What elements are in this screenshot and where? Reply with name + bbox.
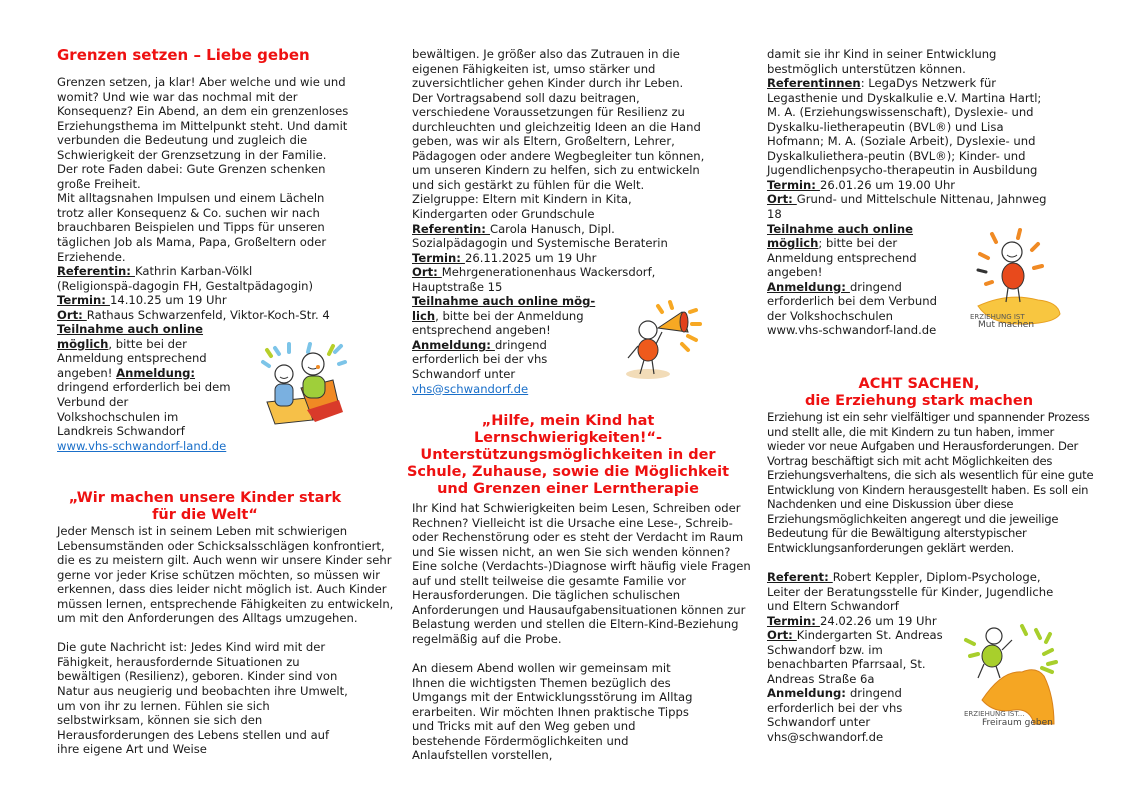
- ort-value: 18: [767, 207, 782, 222]
- termin-label: Termin:: [412, 250, 465, 265]
- ort-label: Ort:: [767, 628, 797, 643]
- text-line: Erziehungsmöglichkeiten angeregt und die jeweilige: [767, 511, 1059, 526]
- text-line: Grenzen setzen, ja klar! Aber welche und wie und: [57, 75, 346, 89]
- text-line: Belastung werden und stellen die Eltern-Kind-Beziehung: [412, 617, 739, 632]
- referentinnen-text: Dyskalkuliethera-peutin (BVL®); Kinder- und: [767, 148, 1026, 163]
- text-line: damit sie ihr Kind in seiner Entwicklung: [767, 47, 997, 61]
- referentinnen-line: [767, 76, 1087, 91]
- anmeldung-text: erforderlich bei dem Verbund: [767, 294, 937, 309]
- text-line: müssen lernen, entsprechende Fähigkeiten zu entwickeln,: [57, 596, 394, 611]
- heading-lernschwierigkeiten-cont: und Grenzen einer Lerntherapie: [437, 481, 699, 497]
- referentin-label: Referentin:: [412, 221, 490, 236]
- heading-lernschwierigkeiten-cont: Schule, Zuhause, sowie die Möglichkeit: [406, 464, 730, 480]
- text-line: Jeder Mensch ist in seinem Leben mit schwierigen: [57, 524, 348, 538]
- zielgruppe-line: Zielgruppe: Eltern mit Kindern in Kita,: [412, 192, 632, 207]
- anmeldung-text: Schwandorf unter: [412, 367, 516, 382]
- heading-kinder-stark: „Wir machen unsere Kinder stark: [68, 490, 342, 506]
- text-line: und stellt alle, die mit Kindern zu tun haben, immer: [767, 424, 1055, 439]
- text-line: Anlaufstellen vorstellen,: [412, 748, 553, 763]
- heading-kinder-stark-cont: für die Welt“: [152, 507, 258, 523]
- anmeldung-label: Anmeldung:: [412, 337, 495, 352]
- text-line: um unseren Kindern zu helfen, sich zu entwickeln: [412, 163, 700, 178]
- ort-value: Mehrgenerationenhaus Wackersdorf,: [441, 265, 656, 280]
- termin-line: [767, 178, 1087, 193]
- megaphone-icon: [620, 298, 705, 380]
- text-line: Pädagogen oder andere Wegbegleiter tun können,: [412, 148, 705, 163]
- text-line: Fähigkeit, herausfordernde Situationen zu: [57, 654, 300, 669]
- kinder-stark-text: [57, 524, 407, 757]
- text-line: An diesem Abend wollen wir gemeinsam mit: [412, 661, 671, 676]
- mut-machen-icon: [968, 226, 1063, 331]
- text-line: bestehende Fördermöglichkeiten und: [412, 733, 629, 748]
- termin-value: 14.10.25 um 19 Uhr: [109, 293, 227, 308]
- text-line: und sich gestärkt zu fühlen für die Welt.: [412, 177, 645, 192]
- text-line: um mit den Anforderungen des Alltags umzugehen.: [57, 611, 358, 626]
- online-text: ; bitte bei der: [818, 236, 898, 251]
- referentin-line: [57, 264, 377, 279]
- text-line: Rechnen? Vielleicht ist die Ursache eine Lese-, Schreib-: [412, 515, 733, 530]
- text-line: Herausforderungen. Die täglichen schulischen: [412, 588, 681, 603]
- ort-line: [57, 308, 377, 323]
- text-line: Anforderungen und Hausaufgabensituationen können zur: [412, 602, 746, 617]
- illustration-freiraum-geben: [962, 622, 1067, 730]
- ort-value: Hauptstraße 15: [412, 279, 503, 294]
- referentinnen-text: Jugendlichenpsycho-therapeutin in Ausbildung: [767, 163, 1038, 178]
- text-line: Vortrag beschäftigt sich mit acht Möglichkeiten des: [767, 453, 1053, 468]
- text-line: eigenen Fähigkeiten ist, umso stärker und: [412, 61, 656, 76]
- text-line: regelmäßig auf die Probe.: [412, 631, 562, 646]
- ort-line: [767, 628, 1123, 643]
- text-line: durchleuchten und gleichzeitig Ideen an die Hand: [412, 119, 701, 134]
- text-line: Lebensumständen oder Schicksalsschlägen konfrontiert,: [57, 538, 385, 553]
- text-line: Nachdenken und eine Diskussion über diese: [767, 497, 1014, 512]
- text-line: brauchbaren Beispielen und Tipps für unseren: [57, 220, 325, 235]
- freiraum-caption-small: ERZIEHUNG IST...: [964, 710, 1025, 718]
- anmeldung-text: dringend: [849, 686, 902, 701]
- anmeldung-label: Anmeldung:: [767, 686, 850, 701]
- heading-acht-sachen-cont: die Erziehung stark machen: [804, 393, 1034, 409]
- online-text: angeben!: [767, 265, 823, 280]
- online-text: Anmeldung entsprechend: [767, 250, 917, 265]
- heading-lernschwierigkeiten: „Hilfe, mein Kind hat: [481, 413, 655, 429]
- referentin-name: Kathrin Karban-Völkl: [134, 264, 253, 279]
- referentinnen-text: Legasthenie und Dyskalkulie e.V. Martina Hartl;: [767, 90, 1042, 105]
- ort-value: benachbarten Pfarrsaal, St.: [767, 657, 926, 672]
- text-line: Eine solche (Verdachts-)Diagnose wirft häufig viele Fragen: [412, 559, 751, 574]
- online-label: Teilnahme auch online: [57, 322, 204, 337]
- anmeldung-text: dringend erforderlich bei dem: [57, 380, 231, 395]
- ort-line: [767, 192, 1087, 207]
- section-acht-sachen: [767, 376, 1123, 745]
- text-line: zuversichtlicher gehen Kinder durch ihr Leben.: [412, 76, 684, 91]
- termin-value: 26.01.26 um 19.00 Uhr: [819, 177, 956, 192]
- ort-value: Rathaus Schwarzenfeld, Viktor-Koch-Str. 4: [86, 307, 330, 322]
- text-line: die es zu meistern gilt. Auch wenn wir unsere Kinder sehr: [57, 553, 392, 568]
- anmeldung-email: vhs@schwandorf.de: [767, 730, 884, 745]
- mut-machen-caption-small: ERZIEHUNG IST: [970, 313, 1025, 321]
- anmeldung-text: der Volkshochschulen: [767, 308, 894, 323]
- text-line: verbunden die Bedeutung und zugleich die: [57, 133, 308, 148]
- heading-lernschwierigkeiten-cont: Lernschwierigkeiten!“-: [473, 430, 663, 446]
- text-line: trotz aller Konsequenz & Co. suchen wir nach: [57, 205, 320, 220]
- text-line: Die gute Nachricht ist: Jedes Kind wird mit der: [57, 640, 326, 655]
- text-line: große Freiheit.: [57, 176, 141, 191]
- referentinnen-text: Dyskalku-lietherapeutin (BVL®) und Lisa: [767, 119, 1004, 134]
- referent-detail: Leiter der Beratungsstelle für Kinder, Jugendliche: [767, 584, 1054, 599]
- ort-line: [412, 265, 752, 280]
- text-line: Der Vortragsabend soll dazu beitragen,: [412, 90, 640, 105]
- mut-machen-caption: Mut machen: [978, 320, 1035, 330]
- text-line: erkennen, dass dies leider nicht möglich ist. Auch Kinder: [57, 582, 387, 597]
- kids-reading-icon: [255, 340, 355, 435]
- text-line: oder Rechenstörung oder es steht der Verdacht im Raum: [412, 530, 744, 545]
- text-line: und Sie wissen nicht, an wen Sie sich wenden können?: [412, 544, 731, 559]
- text-line: bestmöglich unterstützen können.: [767, 61, 966, 76]
- text-line: Erziehende.: [57, 249, 126, 264]
- text-line: gerne vor jeder Krise schützen möchten, so müssen wir: [57, 567, 380, 582]
- text-line: Ihnen die wichtigsten Themen bezüglich des: [412, 675, 671, 690]
- termin-line: [767, 614, 1123, 629]
- referentinnen-text: M. A. (Erziehungswissenschaft), Dyslexie- und: [767, 105, 1034, 120]
- referentinnen-text: : LegaDys Netzwerk für: [860, 76, 997, 91]
- text-line: Erziehung ist ein sehr vielfältiger und spannender Prozess: [767, 410, 1090, 424]
- termin-line: [412, 251, 752, 266]
- text-line: Umgangs mit der Entwicklungsstörung im Alltag: [412, 690, 693, 705]
- text-line: Schwierigkeit der Grenzsetzung in der Familie.: [57, 147, 327, 162]
- online-label: Teilnahme auch online: [767, 221, 914, 236]
- ort-value: Grund- und Mittelschule Nittenau, Jahnweg: [796, 192, 1047, 207]
- anmeldung-text: Volkshochschulen im: [57, 409, 179, 424]
- text-line: Erziehungsverhaltens, die sich als wesentlich für eine gute: [767, 468, 1094, 483]
- referentin-detail: (Religionspä-dagogin FH, Gestaltpädagogin): [57, 278, 314, 293]
- text-line: Mit alltagsnahen Impulsen und einem Lächeln: [57, 191, 325, 206]
- text-line: Der rote Faden dabei: Gute Grenzen schenken: [57, 162, 326, 177]
- text-line: Bedeutung für die Bewältigung alterstypischer: [767, 526, 1027, 541]
- ort-value: Andreas Straße 6a: [767, 671, 875, 686]
- referentin-line: [412, 222, 752, 237]
- vhs-land-link[interactable]: www.vhs-schwandorf-land.de: [57, 438, 227, 453]
- text-line: Herausforderungen des Lebens stellen und auf: [57, 727, 330, 742]
- anmeldung-text: Schwandorf unter: [767, 715, 871, 730]
- text-line: bewältigen. Je größer also das Zutrauen in die: [412, 47, 680, 61]
- anmeldung-text: dringend: [849, 279, 902, 294]
- referent-detail: und Eltern Schwandorf: [767, 599, 899, 614]
- lernschwierigkeiten-text: [412, 501, 772, 763]
- text-line: ihre eigene Art und Weise: [57, 742, 207, 757]
- anmeldung-text: Verbund der: [57, 395, 129, 410]
- text-line: Konsequenz? Ein Abend, an dem ein grenzenloses: [57, 104, 349, 119]
- anmeldung-label: Anmeldung:: [767, 279, 850, 294]
- anmeldung-text: erforderlich bei der vhs: [412, 352, 548, 367]
- anmeldung-text: dringend: [494, 337, 547, 352]
- freiraum-caption: Freiraum geben: [982, 718, 1053, 728]
- text-line: um von ihr zu lernen. Fühlen sie sich: [57, 698, 270, 713]
- online-text: entsprechend angeben!: [412, 323, 551, 338]
- referentin-name: Carola Hanusch, Dipl.: [489, 221, 615, 236]
- referentinnen-text: Hofmann; M. A. (Soziale Arbeit), Dyslexie- und: [767, 134, 1036, 149]
- anmeldung-text: erforderlich bei der vhs: [767, 700, 903, 715]
- text-line: verschiedene Voraussetzungen für Resilienz zu: [412, 105, 685, 120]
- ort-label: Ort:: [767, 192, 797, 207]
- referentinnen-label: Referentinnen: [767, 76, 861, 91]
- anmeldung-website: www.vhs-schwandorf-land.de: [767, 323, 937, 338]
- termin-value: 24.02.26 um 19 Uhr: [819, 613, 937, 628]
- text-line: bewältigen (Resilienz), geboren. Kinder sind von: [57, 669, 338, 684]
- online-text: Anmeldung entsprechend: [57, 351, 207, 366]
- text-line: geben, was wir als Eltern, Großeltern, Lehrer,: [412, 134, 675, 149]
- anmeldung-line: [767, 686, 1123, 701]
- text-line: auf und stellt teilweise die gesamte Familie vor: [412, 573, 687, 588]
- referent-line: [767, 570, 1123, 585]
- referentin-detail: Sozialpädagogin und Systemische Beraterin: [412, 236, 668, 251]
- text-line: Entwicklungsanforderungen geklärt werden.: [767, 540, 1014, 555]
- heading-lernschwierigkeiten-cont: Unterstützungsmöglichkeiten in der: [420, 447, 716, 463]
- termin-value: 26.11.2025 um 19 Uhr: [464, 250, 597, 265]
- ort-value: Schwandorf bzw. im: [767, 642, 883, 657]
- online-label-cont: möglich: [767, 236, 819, 251]
- referentin-label: Referentin:: [57, 264, 135, 279]
- termin-label: Termin:: [767, 177, 820, 192]
- text-line: täglichen Job als Mama, Papa, Großeltern oder: [57, 235, 327, 250]
- text-line: Entwicklung von Kindern herausgestellt haben. Es soll ein: [767, 482, 1089, 497]
- online-label: Teilnahme auch online mög-: [412, 294, 596, 309]
- zielgruppe-line: Kindergarten oder Grundschule: [412, 207, 595, 222]
- text-line: wieder vor neue Aufgaben und Herausforderungen. Der: [767, 439, 1079, 454]
- intro-text: [57, 75, 377, 264]
- acht-sachen-text: [767, 410, 1123, 555]
- text-line: Erziehungsthema im Mittelpunkt steht. Und damit: [57, 118, 348, 133]
- vhs-email-link[interactable]: vhs@schwandorf.de: [412, 381, 529, 396]
- online-label-cont: lich: [412, 308, 436, 323]
- section-lernschwierigkeiten: [398, 413, 763, 498]
- anmeldung-text: Landkreis Schwandorf: [57, 424, 185, 439]
- heading-acht-sachen: ACHT SACHEN,: [858, 376, 980, 392]
- termin-label: Termin:: [767, 613, 820, 628]
- termin-line: [57, 293, 377, 308]
- referent-label: Referent:: [767, 570, 833, 585]
- online-text: angeben!: [57, 365, 117, 380]
- text-line: selbstwirksam, können sie sich den: [57, 713, 263, 728]
- anmeldung-label: Anmeldung:: [116, 365, 196, 380]
- ort-label: Ort:: [57, 307, 87, 322]
- text-line: Ihr Kind hat Schwierigkeiten beim Lesen, Schreiben oder: [412, 501, 741, 515]
- text-line: Natur aus neugierig und beobachten ihre Umwelt,: [57, 684, 348, 699]
- section-kinder-stark: [57, 490, 407, 757]
- text-line: erarbeiten. Wir möchten Ihnen praktische Tipps: [412, 704, 689, 719]
- text-line: und Tricks mit auf den Weg geben und: [412, 719, 636, 734]
- freiraum-geben-icon: [962, 622, 1067, 730]
- illustration-kids-reading: [255, 340, 355, 435]
- referent-name: Robert Keppler, Diplom-Psychologe,: [832, 570, 1041, 585]
- illustration-mut-machen: [968, 226, 1063, 331]
- ort-value: Kindergarten St. Andreas: [796, 628, 943, 643]
- ort-label: Ort:: [412, 265, 442, 280]
- illustration-megaphone: [620, 298, 705, 380]
- online-text: , bitte bei der Anmeldung: [435, 308, 584, 323]
- text-line: womit? Und wie war das nochmal mit der: [57, 89, 298, 104]
- online-label-cont: möglich: [57, 336, 109, 351]
- online-text: , bitte bei der: [108, 336, 187, 351]
- termin-label: Termin:: [57, 293, 110, 308]
- heading-grenzen-setzen: Grenzen setzen – Liebe geben: [57, 46, 310, 64]
